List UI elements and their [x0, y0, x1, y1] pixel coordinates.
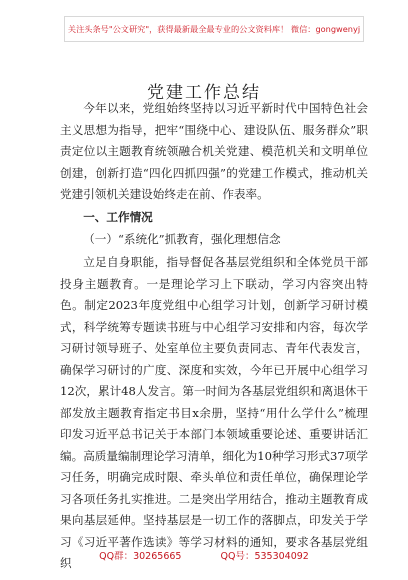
page-title: 党建工作总结	[147, 83, 261, 103]
intro-block	[60, 98, 368, 206]
contact-footer	[0, 548, 408, 562]
body-block	[60, 252, 368, 575]
section-heading: 一、工作情况	[83, 210, 153, 224]
intro-paragraph: 今年以来，党组始终坚持以习近平新时代中国特色社会主义思想为指导，把牢“围绕中心、建设队伍、服务群众”职责定位以主题教育统领融合机关党建、模范机关和文明单位创建，创新打造“四化四抓四强”的党建工作模式，推动机关党建引领机关建设始终走在前、作表率。	[60, 101, 368, 201]
promo-banner: 关注头条号"公文研究"，获得最新最全最专业的公文资料库！ 微信：gongwenyj	[64, 16, 364, 42]
qq-group-text: QQ群：30265665	[99, 551, 182, 562]
qq-number-text: QQ号：535304092	[220, 551, 309, 562]
body-paragraph: 立足自身职能，指导督促各基层党组织和全体党员干部投身主题教育。一是理论学习上下联动，学习内容突出特色。制定2023年度党组中心组学习计划，创新学习研讨模式，科学统筹专题读书班与中心组学习安排和内容，每次学习研讨领导班子、处室单位主要负责同志、青年代表发言，确保学习研讨的广度、深度和实效，今年已开展中心组学习12次，累计48人发言。第一时间为各基层党组织和离退休干部发放主题教育指定书目x余册，坚持“用什么学什么”梳理印发习近平总书记关于本部门本领域重要论述、重要讲话汇编。高质量编制理论学习清单，细化为10种学习形式37项学习任务，明确完成时限、牵头单位和责任单位，确保理论学习各项任务扎实推进。二是突出学用结合，推动主题教育成果向基层延伸。坚持基层是一切工作的落脚点，印发关于学习《习近平著作选读》等学习材料的通知，要求各基层党组织	[60, 255, 368, 570]
subsection-heading: （一）“系统化”抓教育，强化理想信念	[83, 232, 281, 246]
